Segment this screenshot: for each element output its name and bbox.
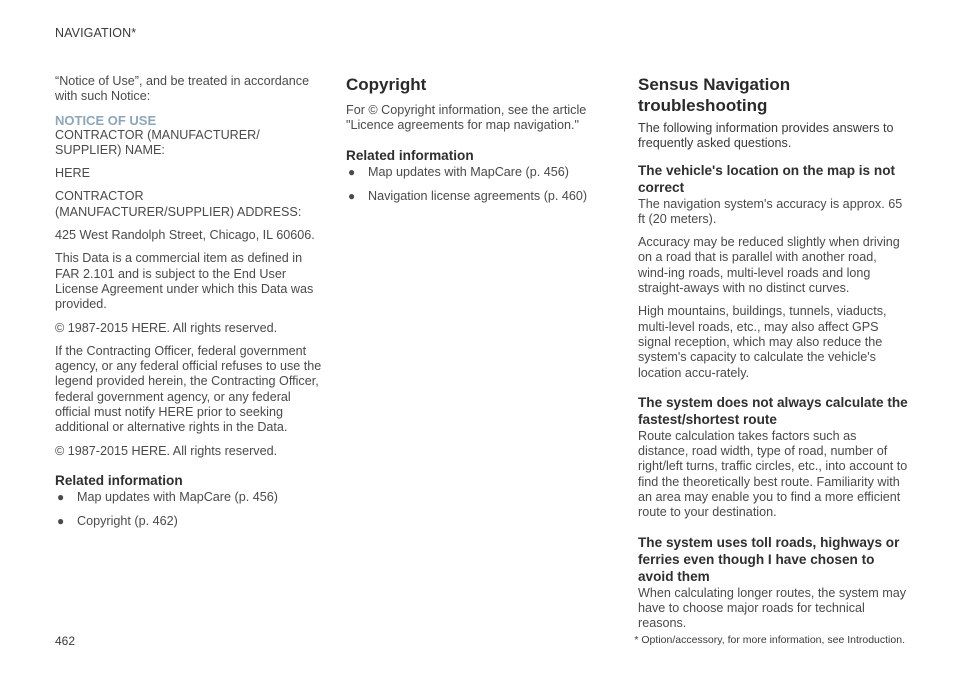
related-information-heading: Related information — [346, 147, 474, 163]
copyright-text: For © Copyright information, see the article "Licence agreements for map navigation." — [346, 103, 587, 133]
paragraph: Accuracy may be reduced slightly when driving on a road that is parallel with another road, wind-ing roads, multi-level roads and long straight-aways with no distinct curves. — [638, 235, 900, 296]
paragraph: HERE — [55, 166, 90, 181]
column-notice-of-use — [55, 74, 323, 539]
paragraph: 425 West Randolph Street, Chicago, IL 60606. — [55, 228, 315, 243]
related-list — [346, 165, 591, 205]
faq-heading-toll-roads: The system uses toll roads, highways or ferries even though I have chosen to avoid them — [638, 534, 900, 584]
related-link[interactable] — [346, 189, 591, 204]
paragraph: When calculating longer routes, the system may have to choose major roads for technical reasons. — [638, 585, 907, 631]
section-header: NAVIGATION* — [55, 26, 137, 40]
related-link-label: Navigation license agreements (p. 460) — [368, 188, 588, 203]
related-information-heading: Related information — [55, 472, 183, 488]
related-link-label: Map updates with MapCare (p. 456) — [368, 164, 569, 179]
paragraph: If the Contracting Officer, federal government agency, or any federal official refuses to use the legend provided herein, the Contracting Officer, federal government agency, or any federal official must notify HERE prior to seeking additional or alternative rights in the Data. — [55, 343, 322, 435]
paragraph: CONTRACTOR (MANUFACTURER/SUPPLIER) ADDRESS: — [55, 189, 302, 219]
bullet-icon: ● — [348, 188, 356, 203]
bullet-icon: ● — [57, 514, 65, 529]
column-copyright — [346, 74, 591, 213]
paragraph: This Data is a commercial item as defined in FAR 2.101 and is subject to the End User License Agreement under which this Data was provided. — [55, 251, 314, 312]
troubleshooting-title: Sensus Navigation troubleshooting — [638, 75, 791, 115]
related-link-label: Map updates with MapCare (p. 456) — [77, 489, 278, 504]
page-number: 462 — [55, 634, 76, 648]
paragraph: The navigation system's accuracy is approx. 65 ft (20 meters). — [638, 196, 903, 226]
faq-heading-location: The vehicle's location on the map is not correct — [638, 162, 896, 195]
copyright-title: Copyright — [346, 75, 427, 94]
paragraph: © 1987-2015 HERE. All rights reserved. — [55, 443, 278, 458]
paragraph: CONTRACTOR (MANUFACTURER/ SUPPLIER) NAME: — [55, 127, 260, 157]
paragraph: High mountains, buildings, tunnels, viaducts, multi-level roads, etc., may also affect GPS signal reception, which may also reduce the system's capacity to calculate the vehicle's location accu-rately. — [638, 304, 887, 380]
related-link[interactable] — [55, 490, 323, 505]
related-list — [55, 490, 323, 530]
related-link-label: Copyright (p. 462) — [77, 514, 178, 529]
faq-heading-route: The system does not always calculate the fastest/shortest route — [638, 394, 908, 427]
bullet-icon: ● — [348, 164, 356, 179]
column-troubleshooting — [638, 74, 908, 640]
related-link[interactable] — [55, 514, 323, 529]
bullet-icon: ● — [57, 489, 65, 504]
paragraph: © 1987-2015 HERE. All rights reserved. — [55, 320, 278, 335]
notice-heading: NOTICE OF USE — [55, 112, 157, 128]
footer-note: * Option/accessory, for more information, see Introduction. — [634, 634, 905, 646]
paragraph: Route calculation takes factors such as distance, road width, type of road, number of right/left turns, traffic circles, etc., into account to find the theoretically best route. Familiarity with an area may enable you to find a more efficient route to your destination. — [638, 428, 908, 520]
troubleshooting-intro: The following information provides answers to frequently asked questions. — [638, 121, 894, 151]
related-link[interactable] — [346, 165, 591, 180]
intro-text: “Notice of Use”, and be treated in accordance with such Notice: — [55, 74, 310, 104]
